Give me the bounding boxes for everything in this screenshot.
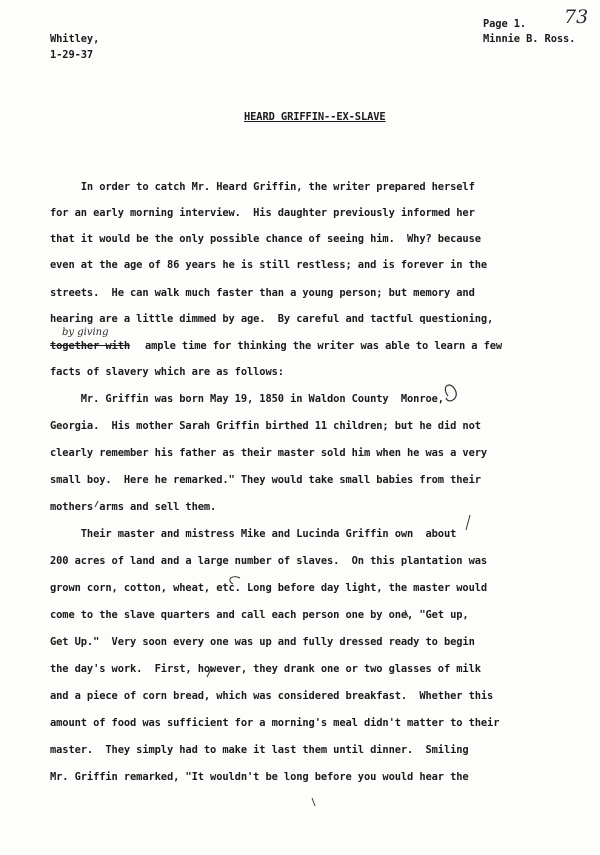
text-line: In order to catch Mr. Heard Griffin, the writer prepared herself — [50, 181, 475, 193]
text-line: come to the slave quarters and call each person one by one, "Get up, — [50, 609, 469, 621]
text-line: facts of slavery which are as follows: — [50, 366, 284, 378]
comma-mark-icon — [207, 667, 212, 677]
text-line: that it would be the only possible chance of seeing him. Why? because — [50, 233, 481, 245]
apostrophe-mark-icon — [95, 501, 98, 507]
page-number-handwritten: 73 — [564, 6, 589, 28]
text-line: Mr. Griffin was born May 19, 1850 in Waldon County Monroe, — [50, 393, 444, 405]
text-line: mothers arms and sell them. — [50, 501, 217, 513]
text-line: the day's work. First, however, they drank one or two glasses of milk — [50, 663, 481, 675]
text-line: Georgia. His mother Sarah Griffin birthed 11 children; but he did not — [50, 420, 481, 432]
page-label: Page 1. — [483, 18, 527, 30]
text-line: streets. He can walk much faster than a young person; but memory and — [50, 287, 475, 299]
comma-mark-icon — [312, 798, 315, 806]
handwritten-insertion: by giving — [62, 327, 109, 338]
struck-text: together with — [50, 340, 131, 352]
author-name: Minnie B. Ross. — [483, 33, 576, 45]
text-line: small boy. Here he remarked." They would take small babies from their — [50, 474, 481, 486]
text-line: Get Up." Very soon every one was up and fully dressed ready to begin — [50, 636, 475, 648]
text-line: 200 acres of land and a large number of slaves. On this plantation was — [50, 555, 488, 567]
header-name: Whitley, — [50, 33, 100, 45]
text-line: Mr. Griffin remarked, "It wouldn't be long before you would hear the — [50, 771, 469, 783]
correction-mark-icon — [230, 577, 240, 584]
text-line: Their master and mistress Mike and Lucinda Griffin own about — [50, 528, 457, 540]
text-line: even at the age of 86 years he is still restless; and is forever in the — [50, 259, 488, 271]
caret-mark-icon — [466, 515, 470, 530]
text-line: and a piece of corn bread, which was considered breakfast. Whether this — [50, 690, 494, 702]
comma-mark-icon — [405, 610, 408, 617]
text-line: master. They simply had to make it last them until dinner. Smiling — [50, 744, 469, 756]
text-line: clearly remember his father as their master sold him when he was a very — [50, 447, 488, 459]
insertion-mark-icon — [445, 385, 456, 401]
page-title: HEARD GRIFFIN--EX-SLAVE — [244, 111, 386, 123]
text-line: for an early morning interview. His daughter previously informed her — [50, 207, 475, 219]
text-line: grown corn, cotton, wheat, etc. Long before day light, the master would — [50, 582, 488, 594]
text-line: amount of food was sufficient for a morning's meal didn't matter to their — [50, 717, 500, 729]
text-line: ample time for thinking the writer was able to learn a few — [145, 340, 503, 352]
text-line: hearing are a little dimmed by age. By careful and tactful questioning, — [50, 313, 494, 325]
header-date: 1-29-37 — [50, 49, 94, 61]
